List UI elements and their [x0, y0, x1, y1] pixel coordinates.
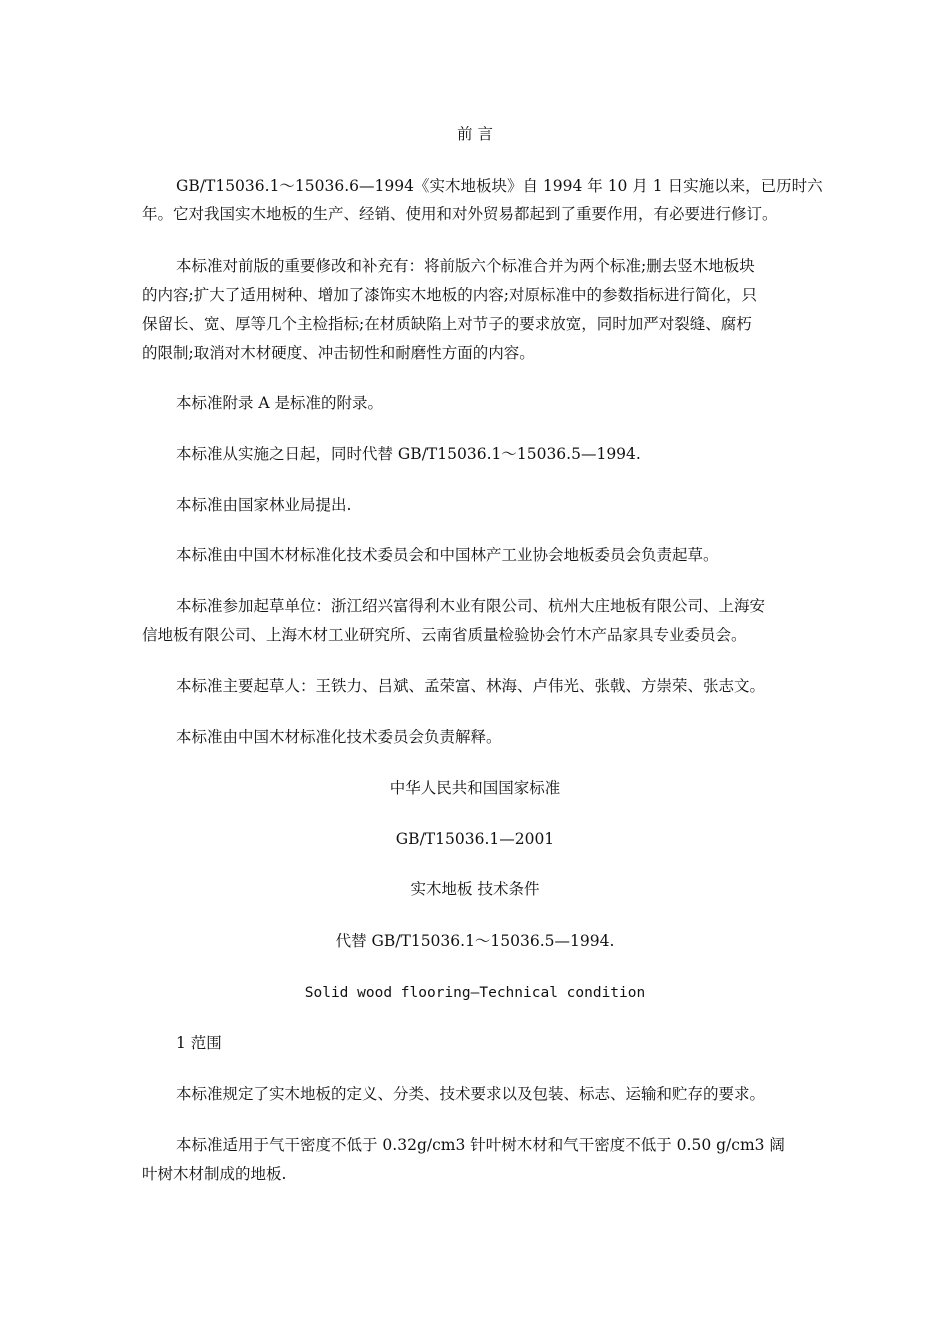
paragraph-6: 本标准由中国木材标准化技术委员会和中国林产工业协会地板委员会负责起草。: [176, 546, 719, 564]
paragraph-1-line-1: GB/T15036.1～15036.6—1994《实木地板块》自 1994 年 10 月 1 日实施以来，已历时六: [176, 177, 823, 195]
standard-number: GB/T15036.1—2001: [395, 830, 555, 848]
paragraph-2-line-2: 的内容;扩大了适用树种、增加了漆饰实木地板的内容;对原标准中的参数指标进行简化，只: [142, 286, 757, 304]
paragraph-2-line-3: 保留长、宽、厚等几个主检指标;在材质缺陷上对节子的要求放宽，同时加严对裂缝、腐朽: [142, 315, 752, 333]
standard-replaces: 代替 GB/T15036.1～15036.5—1994.: [335, 932, 615, 950]
paragraph-7-line-2: 信地板有限公司、上海木材工业研究所、云南省质量检验协会竹木产品家具专业委员会。: [142, 626, 747, 644]
paragraph-2-line-1: 本标准对前版的重要修改和补充有：将前版六个标准合并为两个标准;删去竖木地板块: [176, 257, 755, 275]
paragraph-2-line-4: 的限制;取消对木材硬度、冲击韧性和耐磨性方面的内容。: [142, 344, 535, 362]
section-1-paragraph-2-line-1: 本标准适用于气干密度不低于 0.32g/cm3 针叶树木材和气干密度不低于 0.50 g/cm3 阔: [176, 1136, 785, 1154]
paragraph-4: 本标准从实施之日起，同时代替 GB/T15036.1～15036.5—1994.: [176, 445, 641, 463]
preface-title: 前 言: [457, 125, 493, 143]
section-1-paragraph-1: 本标准规定了实木地板的定义、分类、技术要求以及包装、标志、运输和贮存的要求。: [176, 1085, 766, 1103]
standard-title: 实木地板 技术条件: [410, 880, 540, 898]
standard-header: 中华人民共和国国家标准: [389, 779, 561, 797]
paragraph-9: 本标准由中国木材标准化技术委员会负责解释。: [176, 728, 502, 746]
section-1-paragraph-2-line-2: 叶树木材制成的地板.: [142, 1165, 287, 1183]
paragraph-5: 本标准由国家林业局提出.: [176, 496, 352, 514]
paragraph-3: 本标准附录 A 是标准的附录。: [176, 394, 384, 412]
section-1-heading: 1 范围: [176, 1034, 222, 1052]
paragraph-7-line-1: 本标准参加起草单位：浙江绍兴富得利木业有限公司、杭州大庄地板有限公司、上海安: [176, 597, 766, 615]
standard-title-english: Solid wood flooring—Technical condition: [304, 985, 646, 1001]
paragraph-8: 本标准主要起草人：王铁力、吕斌、孟荣富、林海、卢伟光、张戟、方崇荣、张志文。: [176, 677, 766, 695]
paragraph-1-line-2: 年。它对我国实木地板的生产、经销、使用和对外贸易都起到了重要作用，有必要进行修订。: [142, 205, 778, 223]
